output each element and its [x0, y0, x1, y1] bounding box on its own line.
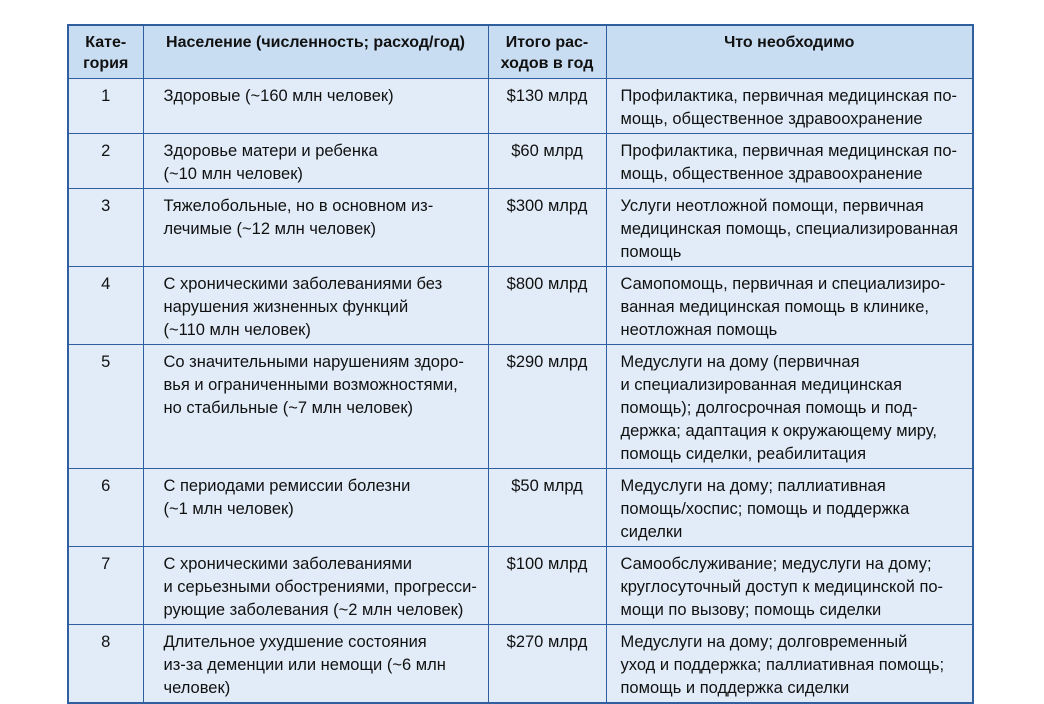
table-row [68, 345, 973, 469]
category-cell: 2 [68, 134, 143, 189]
category-cell: 6 [68, 469, 143, 547]
header-row [68, 25, 973, 79]
care-categories-table [67, 24, 974, 704]
needs-cell: Самопомощь, первичная и специализиро- ванная медицинская помощь в клинике, неотложная помощь [606, 267, 973, 345]
population-cell: Здоровье матери и ребенка (~10 млн человек) [143, 134, 488, 189]
population-cell: С хроническими заболеваниями и серьезными обострениями, прогресси- рующие заболевания (~2 млн человек) [143, 547, 488, 625]
cost-cell: $270 млрд [488, 625, 606, 704]
category-cell: 8 [68, 625, 143, 704]
table-row [68, 189, 973, 267]
care-categories-table-wrapper [67, 24, 972, 704]
cost-cell: $800 млрд [488, 267, 606, 345]
needs-cell: Услуги неотложной помощи, первичная медицинская помощь, специализированная помощь [606, 189, 973, 267]
table-row [68, 625, 973, 704]
population-cell: Здоровые (~160 млн человек) [143, 79, 488, 134]
population-cell: С хроническими заболеваниями без нарушения жизненных функций (~110 млн человек) [143, 267, 488, 345]
needs-cell: Медуслуги на дому (первичная и специализированная медицинская помощь); долгосрочная помощь и под- держка; адаптация к окружающему миру, помощь сиделки, реабилитация [606, 345, 973, 469]
category-cell: 7 [68, 547, 143, 625]
table-row [68, 547, 973, 625]
cost-cell: $290 млрд [488, 345, 606, 469]
population-cell: Длительное ухудшение состояния из-за деменции или немощи (~6 млн человек) [143, 625, 488, 704]
table-row [68, 79, 973, 134]
category-cell: 4 [68, 267, 143, 345]
table-body [68, 79, 973, 704]
category-cell: 5 [68, 345, 143, 469]
header-category: Кате- гория [68, 25, 143, 79]
table-row [68, 469, 973, 547]
cost-cell: $300 млрд [488, 189, 606, 267]
table-header [68, 25, 973, 79]
cost-cell: $50 млрд [488, 469, 606, 547]
header-population: Население (численность; расход/год) [143, 25, 488, 79]
table-row [68, 267, 973, 345]
cost-cell: $100 млрд [488, 547, 606, 625]
table-row [68, 134, 973, 189]
needs-cell: Самообслуживание; медуслуги на дому; круглосуточный доступ к медицинской по- мощи по вызову; помощь сиделки [606, 547, 973, 625]
cost-cell: $130 млрд [488, 79, 606, 134]
population-cell: Тяжелобольные, но в основном из- лечимые (~12 млн человек) [143, 189, 488, 267]
needs-cell: Профилактика, первичная медицинская по- мощь, общественное здравоохранение [606, 134, 973, 189]
header-total-cost: Итого рас- ходов в год [488, 25, 606, 79]
category-cell: 1 [68, 79, 143, 134]
population-cell: С периодами ремиссии болезни (~1 млн человек) [143, 469, 488, 547]
population-cell: Со значительными нарушениям здоро- вья и ограниченными возможностями, но стабильные (~7 млн человек) [143, 345, 488, 469]
needs-cell: Медуслуги на дому; долговременный уход и поддержка; паллиативная помощь; помощь и поддержка сиделки [606, 625, 973, 704]
needs-cell: Медуслуги на дому; паллиативная помощь/хоспис; помощь и поддержка сиделки [606, 469, 973, 547]
category-cell: 3 [68, 189, 143, 267]
needs-cell: Профилактика, первичная медицинская по- мощь, общественное здравоохранение [606, 79, 973, 134]
cost-cell: $60 млрд [488, 134, 606, 189]
header-needs: Что необходимо [606, 25, 973, 79]
